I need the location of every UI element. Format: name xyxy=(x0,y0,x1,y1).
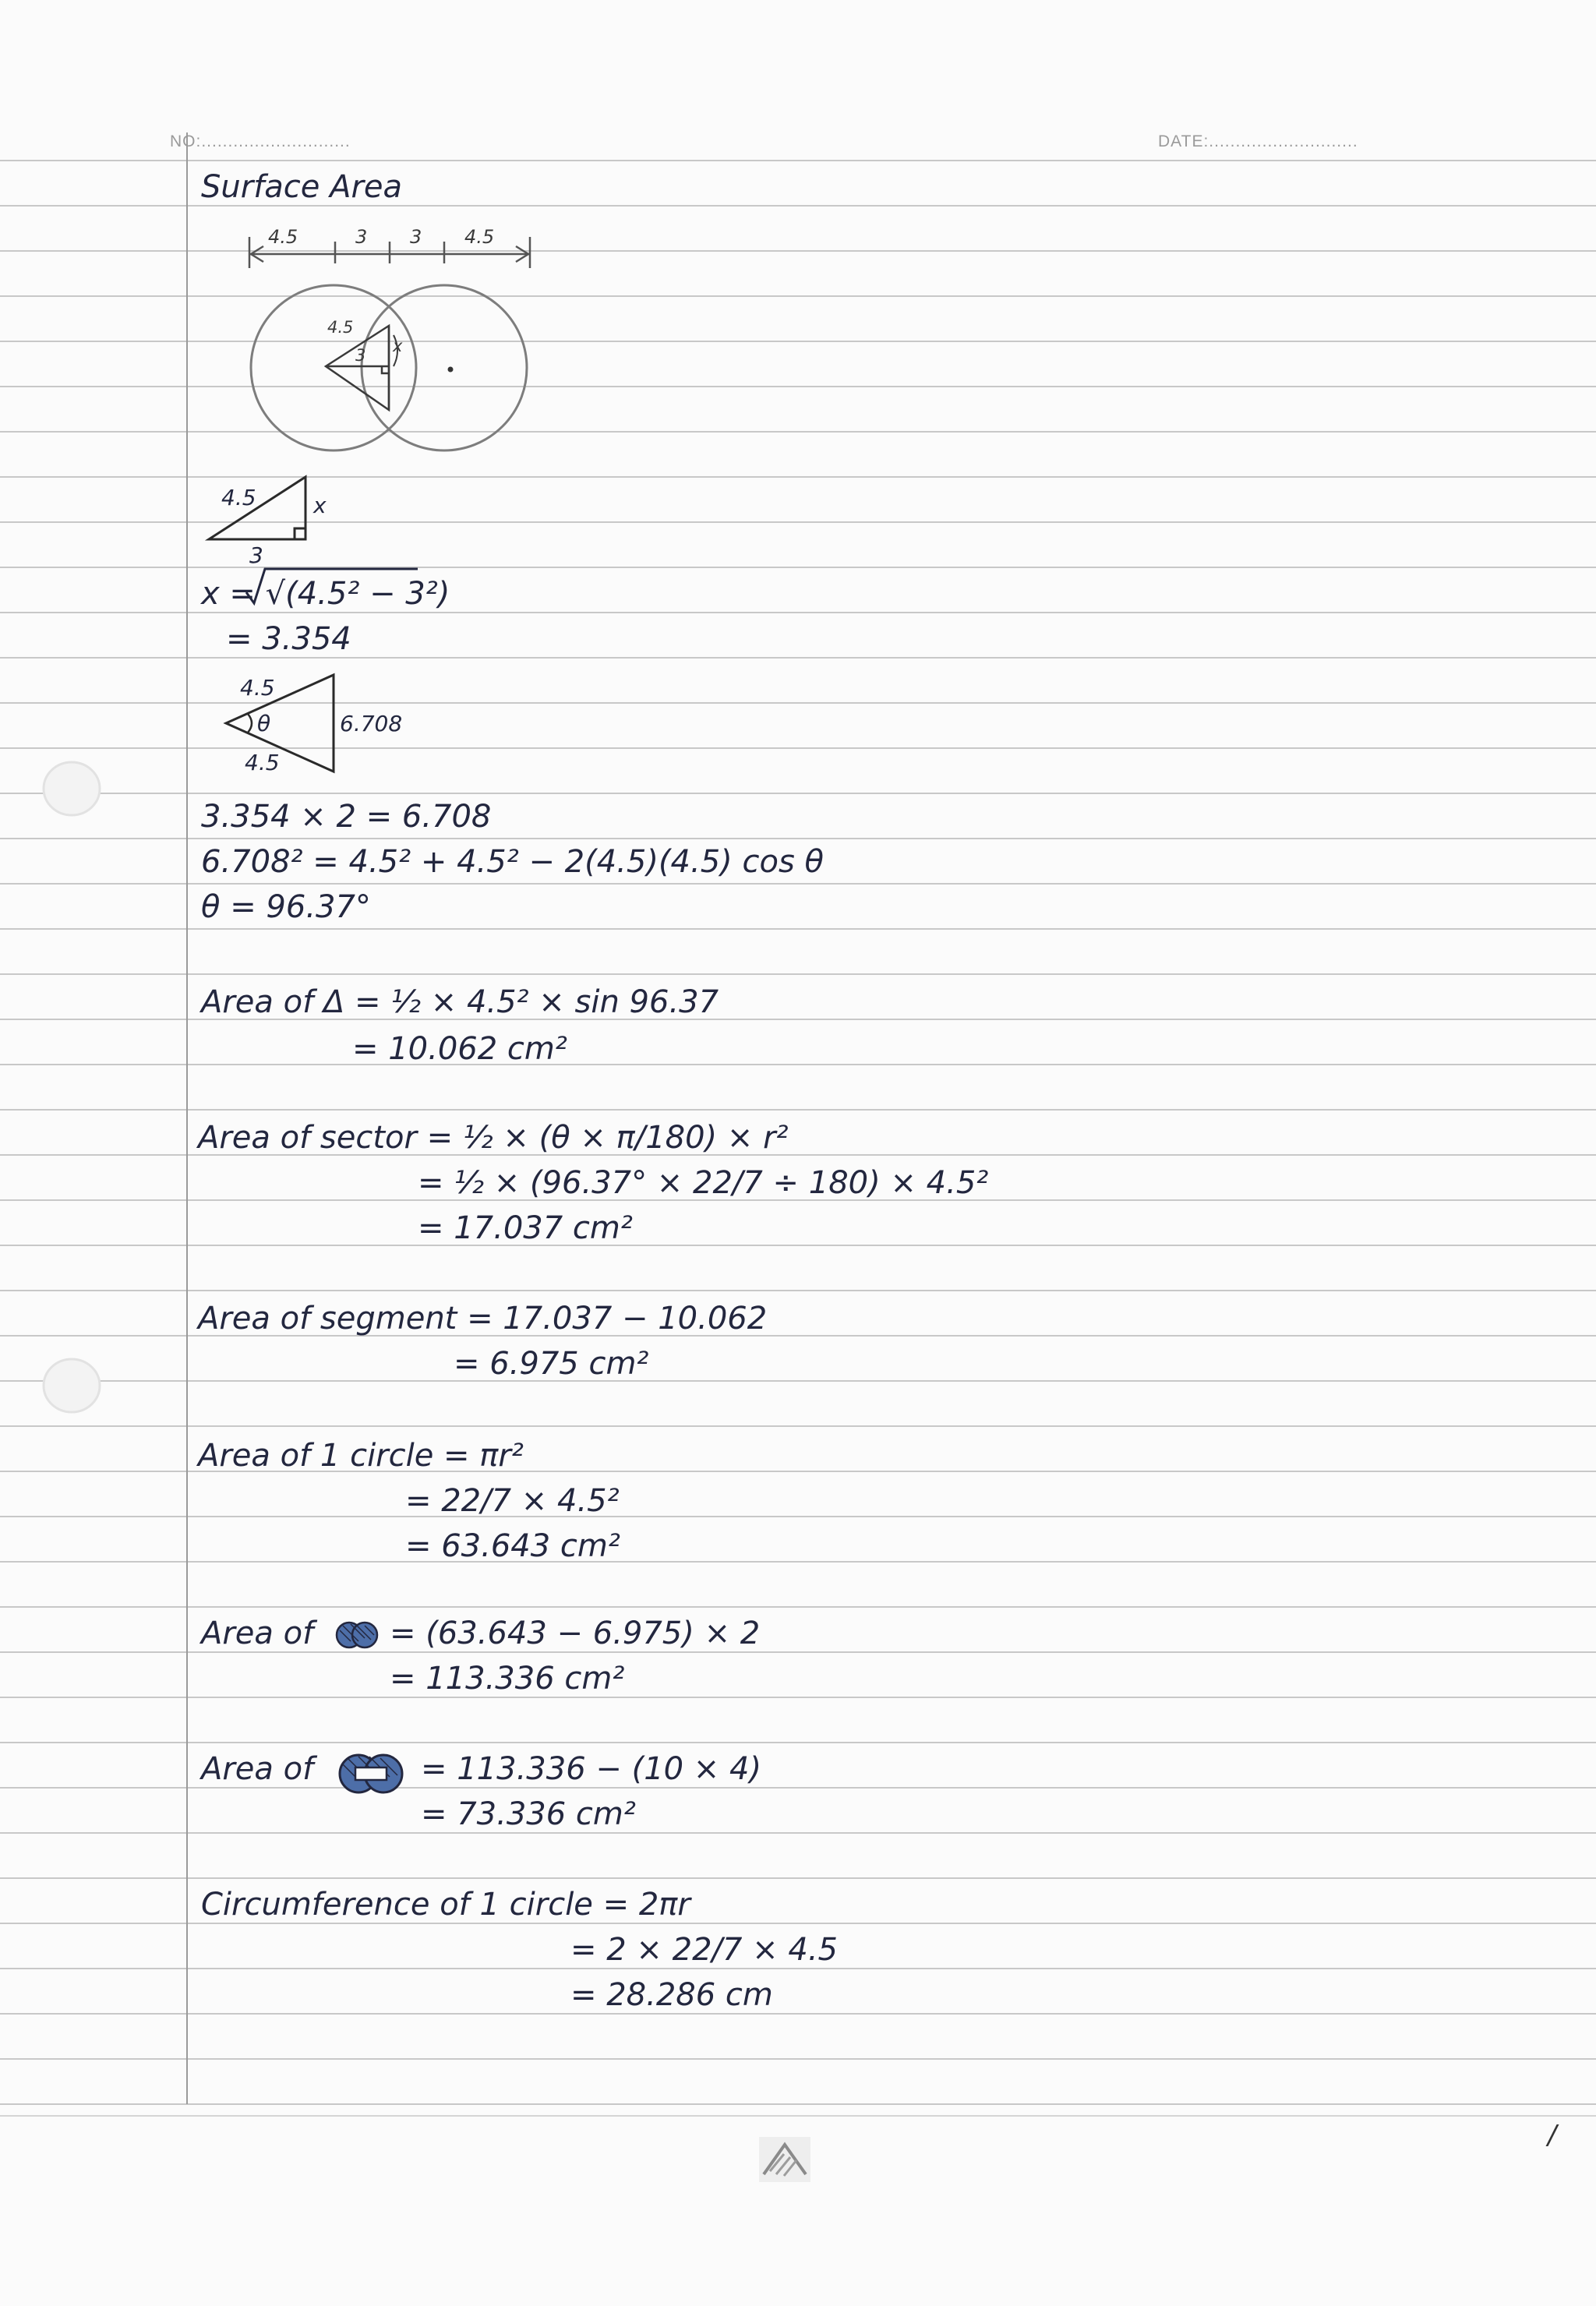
sector-area: Area of sector = ½ × (θ × π/180) × r² xyxy=(198,1120,789,1156)
rt-hyp-label: 4.5 xyxy=(221,485,256,510)
dim-label-mid-left: 3 xyxy=(355,226,368,248)
header-date: DATE:............................ xyxy=(1158,132,1358,150)
segment-area-value: = 6.975 cm² xyxy=(454,1346,649,1382)
union-area-value: = 113.336 cm² xyxy=(390,1661,625,1697)
circumference-value: = 28.286 cm xyxy=(570,1977,773,2013)
union-prefix: Area of xyxy=(201,1616,314,1651)
circumference-title: Circumference of 1 circle = 2πr xyxy=(201,1887,690,1923)
punch-hole xyxy=(44,762,100,815)
page-number: / xyxy=(1548,2120,1557,2151)
x-label: x xyxy=(393,337,403,355)
sector-substitution: = ½ × (96.37° × 22/7 ÷ 180) × 4.5² xyxy=(418,1165,989,1201)
dim-label-right: 4.5 xyxy=(464,226,495,248)
sector-area-value: = 17.037 cm² xyxy=(418,1210,633,1246)
hole-prefix: Area of xyxy=(201,1751,314,1787)
rt-base-label: 3 xyxy=(249,542,263,568)
circle-substitution: = 22/7 × 4.5² xyxy=(405,1483,620,1519)
scanner-logo-icon xyxy=(757,2135,812,2184)
iso-side-bottom-label: 4.5 xyxy=(245,750,280,775)
radius-label: 4.5 xyxy=(327,318,354,337)
centre-dot xyxy=(448,367,454,373)
x-equation: x = √(4.5² − 3²) xyxy=(201,576,450,612)
dim-label-mid-right: 3 xyxy=(410,226,422,248)
segment-area: Area of segment = 17.037 − 10.062 xyxy=(198,1301,768,1337)
punch-hole xyxy=(44,1359,100,1412)
iso-side-top-label: 4.5 xyxy=(240,675,275,701)
iso-opposite-label: 6.708 xyxy=(340,711,403,736)
rt-side-label: x xyxy=(313,493,327,518)
triangle-area: Area of Δ = ½ × 4.5² × sin 96.37 xyxy=(201,984,719,1020)
x-value: = 3.354 xyxy=(226,621,351,657)
overlap-circles-icon xyxy=(334,1619,382,1651)
union-expression: = (63.643 − 6.975) × 2 xyxy=(390,1616,761,1651)
page-title: Surface Area xyxy=(201,169,403,205)
cosine-rule: 6.708² = 4.5² + 4.5² − 2(4.5)(4.5) cos θ xyxy=(201,844,824,880)
triangle-area-value: = 10.062 cm² xyxy=(352,1031,567,1067)
overlap-circles-hole-icon xyxy=(335,1752,407,1796)
hole-expression: = 113.336 − (10 × 4) xyxy=(421,1751,762,1787)
half-chord-label: 3 xyxy=(355,346,366,365)
header-no: NO:............................ xyxy=(170,132,351,150)
circumference-substitution: = 2 × 22/7 × 4.5 xyxy=(570,1932,839,1968)
theta-value: θ = 96.37° xyxy=(201,889,371,925)
dim-label-left: 4.5 xyxy=(268,226,298,248)
hole-area-value: = 73.336 cm² xyxy=(421,1796,636,1832)
circle-area-value: = 63.643 cm² xyxy=(405,1528,620,1564)
iso-angle-label: θ xyxy=(257,711,271,736)
chord-calc: 3.354 × 2 = 6.708 xyxy=(201,799,492,835)
circle-area: Area of 1 circle = πr² xyxy=(198,1438,524,1474)
